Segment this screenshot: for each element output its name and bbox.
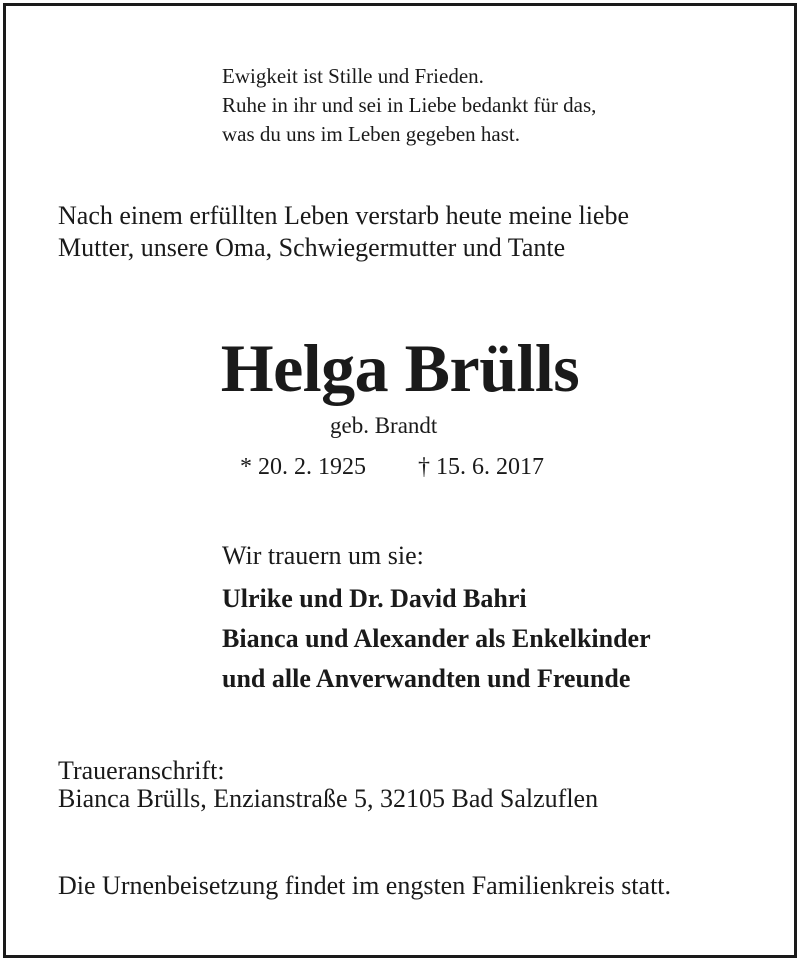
verse [222,62,596,149]
intro-line: Nach einem erfüllten Leben verstarb heute meine liebe [58,201,630,230]
verse-line: was du uns im Leben gegeben hast. [222,122,521,146]
address-label: Traueranschrift: [58,756,225,785]
verse-line: Ruhe in ihr und sei in Liebe bedankt für das, [222,93,597,117]
intro-text [58,200,629,264]
mourner-line: und alle Anverwandten und Freunde [222,664,631,693]
death-date: † 15. 6. 2017 [418,454,544,480]
burial-note: Die Urnenbeisetzung findet im engsten Familienkreis statt. [58,871,672,900]
intro-line: Mutter, unsere Oma, Schwiegermutter und Tante [58,233,566,262]
mourner-line: Bianca und Alexander als Enkelkinder [222,624,651,653]
birth-date: * 20. 2. 1925 [240,454,366,480]
address-value: Bianca Brülls, Enzianstraße 5, 32105 Bad Salzuflen [58,784,599,813]
mourner-line: Ulrike und Dr. David Bahri [222,584,527,613]
mourners-intro: Wir trauern um sie: [222,541,424,570]
verse-line: Ewigkeit ist Stille und Frieden. [222,64,484,88]
deceased-name: Helga Brülls [220,330,580,406]
maiden-name: geb. Brandt [330,413,438,438]
